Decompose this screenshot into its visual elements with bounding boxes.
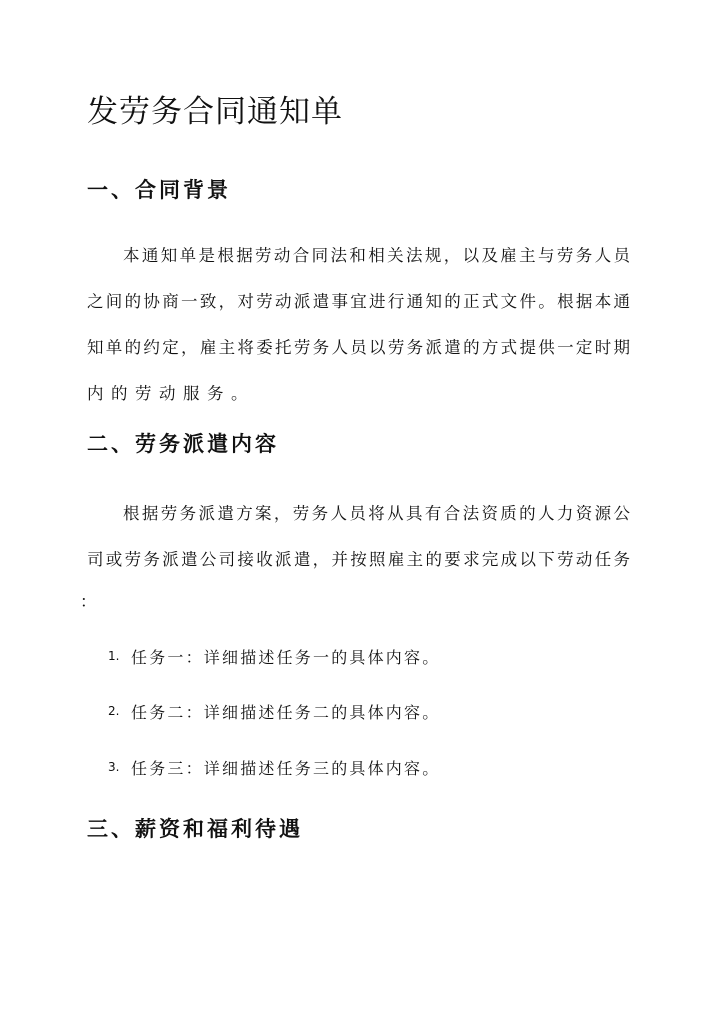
paragraph-line: 之间的协商一致，对劳动派遣事宜进行通知的正式文件。根据本通	[87, 292, 630, 311]
document-title: 发劳务合同通知单	[87, 94, 343, 130]
paragraph-line: ：	[80, 592, 104, 611]
paragraph-line: 根据劳务派遣方案，劳务人员将从具有合法资质的人力资源公	[123, 504, 630, 523]
list-item: 任务二：详细描述任务二的具体内容。	[131, 703, 441, 722]
list-item: 任务三：详细描述任务三的具体内容。	[131, 759, 441, 778]
paragraph-line: 内的劳动服务。	[87, 384, 255, 403]
section-heading-salary: 三、薪资和福利待遇	[87, 817, 303, 841]
list-number: 2.	[108, 704, 120, 718]
list-number: 3.	[108, 760, 120, 774]
list-item: 任务一：详细描述任务一的具体内容。	[131, 648, 441, 667]
section-heading-dispatch: 二、劳务派遣内容	[87, 432, 279, 456]
paragraph-line: 本通知单是根据劳动合同法和相关法规，以及雇主与劳务人员	[123, 246, 630, 265]
paragraph-line: 司或劳务派遣公司接收派遣，并按照雇主的要求完成以下劳动任务	[87, 550, 630, 569]
section-heading-background: 一、合同背景	[87, 178, 231, 202]
list-number: 1.	[108, 649, 120, 663]
paragraph-line: 知单的约定，雇主将委托劳务人员以劳务派遣的方式提供一定时期	[87, 338, 630, 357]
